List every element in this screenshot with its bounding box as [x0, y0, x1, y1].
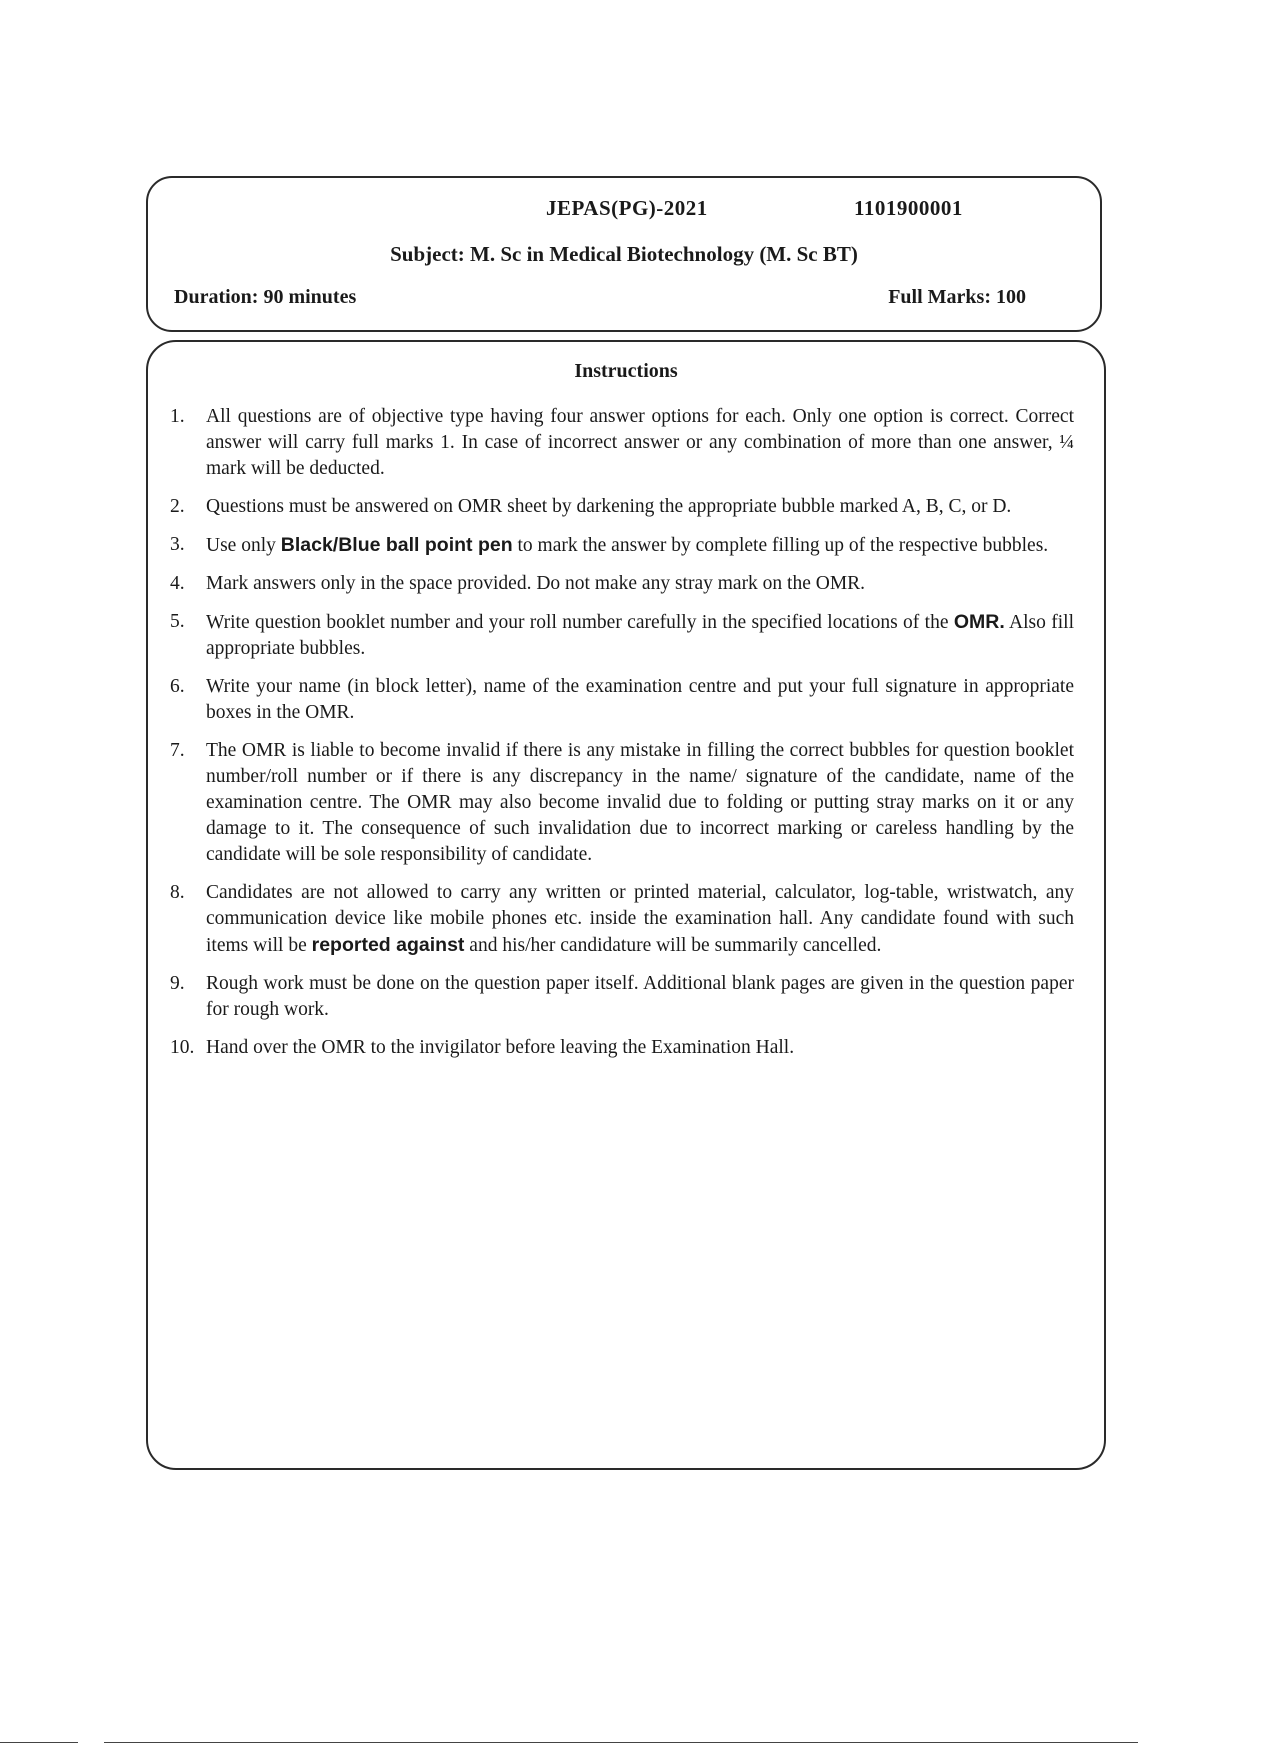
exam-subject: Subject: M. Sc in Medical Biotechnology (M. Sc BT): [390, 242, 858, 266]
instruction-item: [170, 971, 1074, 1023]
instruction-number: 8.: [170, 882, 185, 903]
instruction-number: 2.: [170, 496, 185, 517]
instruction-text-segment: Write question booklet number and your roll number carefully in the specified locations of the: [206, 612, 954, 633]
instruction-text-segment: to mark the answer by complete filling up of the respective bubbles.: [512, 535, 1049, 556]
booklet-serial-number: 1101900001: [854, 196, 963, 220]
instruction-text: [206, 494, 1074, 520]
instruction-item: [170, 532, 1074, 559]
instruction-text: [206, 971, 1074, 1023]
instruction-text-segment: All questions are of objective type having four answer options for each. Only one option is correct. Correct answer will carry full marks 1. In case of incorrect answer or any combination of more than one answer, ¼ mark will be deducted.: [206, 406, 1074, 479]
instruction-item: [170, 571, 1074, 597]
instruction-text: [206, 738, 1074, 868]
instructions-heading: Instructions: [574, 360, 678, 382]
instruction-bold-text: reported against: [311, 934, 465, 956]
instruction-text: [206, 880, 1074, 959]
instruction-item: [170, 880, 1074, 959]
exam-code: JEPAS(PG)-2021: [546, 196, 708, 220]
exam-full-marks: Full Marks: 100: [888, 286, 1026, 308]
instruction-text-segment: Questions must be answered on OMR sheet by darkening the appropriate bubble marked A, B, C, or D.: [206, 496, 1012, 517]
instruction-item: [170, 1035, 1074, 1061]
instruction-number: 5.: [170, 611, 185, 632]
instruction-item: [170, 494, 1074, 520]
instruction-item: [170, 609, 1074, 662]
instruction-text-segment: The OMR is liable to become invalid if there is any mistake in filling the correct bubbles for question booklet number/roll number or if there is any discrepancy in the name/ signature of the candidate, name of the examination centre. The OMR may also become invalid due to folding or putting stray marks on it or any damage to it. The consequence of such invalidation due to incorrect marking or careless handling by the candidate will be sole responsibility of candidate.: [206, 740, 1074, 865]
instruction-text: [206, 532, 1074, 559]
instruction-number: 6.: [170, 676, 185, 697]
instruction-bold-text: OMR.: [953, 611, 1005, 633]
instruction-text-segment: Rough work must be done on the question paper itself. Additional blank pages are given in the question paper for rough work.: [206, 973, 1074, 1020]
instruction-text-segment: Use only: [206, 535, 281, 556]
instructions-box: [146, 340, 1106, 1470]
instruction-text-segment: and his/her candidature will be summarily cancelled.: [464, 935, 882, 956]
exam-header-box: [146, 176, 1102, 332]
instruction-item: [170, 738, 1074, 868]
instruction-item: [170, 674, 1074, 726]
instruction-number: 9.: [170, 973, 185, 994]
exam-duration: Duration: 90 minutes: [174, 286, 357, 308]
instruction-text-segment: Write your name (in block letter), name of the examination centre and put your full signature in appropriate boxes in the OMR.: [206, 676, 1074, 723]
instruction-text-segment: Candidates are not allowed to carry any written or printed material, calculator, log-table, wristwatch, any communication device like mobile phones etc. inside the examination hall. Any candidate found with such items will be: [206, 882, 1074, 956]
instruction-number: 4.: [170, 573, 185, 594]
instruction-text: [206, 609, 1074, 662]
instruction-number: 7.: [170, 740, 185, 761]
instruction-bold-text: Black/Blue ball point pen: [280, 534, 513, 556]
instructions-list: [170, 404, 1074, 1073]
instruction-number: 10.: [170, 1037, 195, 1058]
instruction-number: 1.: [170, 406, 185, 427]
instruction-text-segment: Mark answers only in the space provided. Do not make any stray mark on the OMR.: [206, 573, 866, 594]
instruction-text: [206, 571, 1074, 597]
instruction-text-segment: Also fill appropriate bubbles.: [206, 612, 1074, 659]
instruction-text-segment: Hand over the OMR to the invigilator before leaving the Examination Hall.: [206, 1037, 795, 1058]
instruction-item: [170, 404, 1074, 482]
instruction-number: 3.: [170, 534, 185, 555]
instruction-text: [206, 674, 1074, 726]
instruction-text: [206, 404, 1074, 482]
instruction-text: [206, 1035, 1074, 1061]
footer-rule-left: [0, 1742, 78, 1743]
footer-rule-right: [104, 1742, 1138, 1743]
